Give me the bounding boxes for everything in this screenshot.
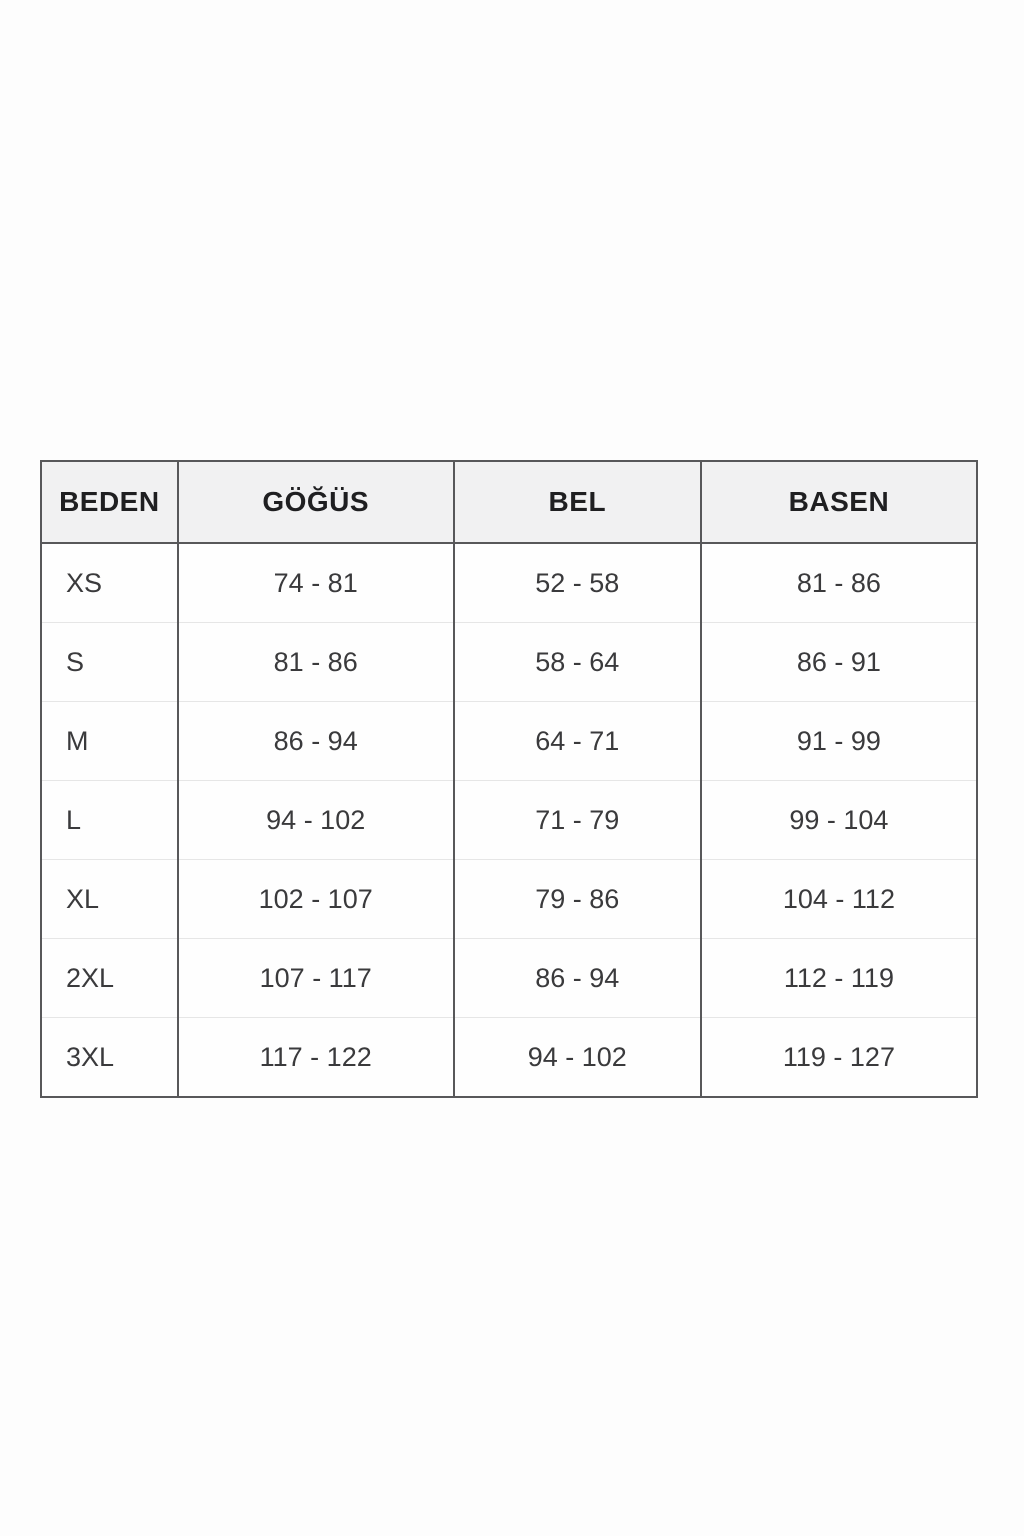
hips-range: 86 - 91 xyxy=(701,623,977,702)
waist-range: 58 - 64 xyxy=(454,623,701,702)
table-row xyxy=(41,860,977,939)
waist-range: 64 - 71 xyxy=(454,702,701,781)
table-row xyxy=(41,702,977,781)
table-row xyxy=(41,939,977,1018)
size-chart-body xyxy=(41,543,977,1097)
chest-range: 94 - 102 xyxy=(178,781,454,860)
size-label: XS xyxy=(66,567,103,598)
hips-range: 104 - 112 xyxy=(701,860,977,939)
size-label: L xyxy=(41,781,178,860)
column-header-size: BEDEN xyxy=(41,461,178,543)
size-label: M xyxy=(41,702,178,781)
waist-range: 52 - 58 xyxy=(454,543,701,623)
waist-range: 94 - 102 xyxy=(454,1018,701,1098)
chest-range: 102 - 107 xyxy=(178,860,454,939)
hips-range: 119 - 127 xyxy=(701,1018,977,1098)
waist-range: 79 - 86 xyxy=(454,860,701,939)
waist-range: 71 - 79 xyxy=(454,781,701,860)
chest-range: 86 - 94 xyxy=(178,702,454,781)
hips-range: 99 - 104 xyxy=(701,781,977,860)
size-label: XL xyxy=(41,860,178,939)
table-row xyxy=(41,1018,977,1098)
chest-range: 117 - 122 xyxy=(178,1018,454,1098)
hips-range: 112 - 119 xyxy=(701,939,977,1018)
column-header-waist: BEL xyxy=(454,461,701,543)
hips-range: 91 - 99 xyxy=(701,702,977,781)
waist-range: 86 - 94 xyxy=(454,939,701,1018)
column-header-hips: BASEN xyxy=(701,461,977,543)
size-chart xyxy=(40,460,978,1098)
table-row xyxy=(41,623,977,702)
hips-range: 81 - 86 xyxy=(701,543,977,623)
size-label: 3XL xyxy=(41,1018,178,1098)
chest-range: 107 - 117 xyxy=(178,939,454,1018)
chest-range: 74 - 81 xyxy=(178,543,454,623)
header-row xyxy=(41,461,977,543)
size-label: S xyxy=(41,623,178,702)
table-row xyxy=(41,781,977,860)
chest-range: 81 - 86 xyxy=(178,623,454,702)
size-label: 2XL xyxy=(41,939,178,1018)
column-header-chest: GÖĞÜS xyxy=(178,461,454,543)
table-row xyxy=(41,543,977,623)
size-chart-table xyxy=(40,460,978,1098)
size-chart-header xyxy=(41,461,977,543)
